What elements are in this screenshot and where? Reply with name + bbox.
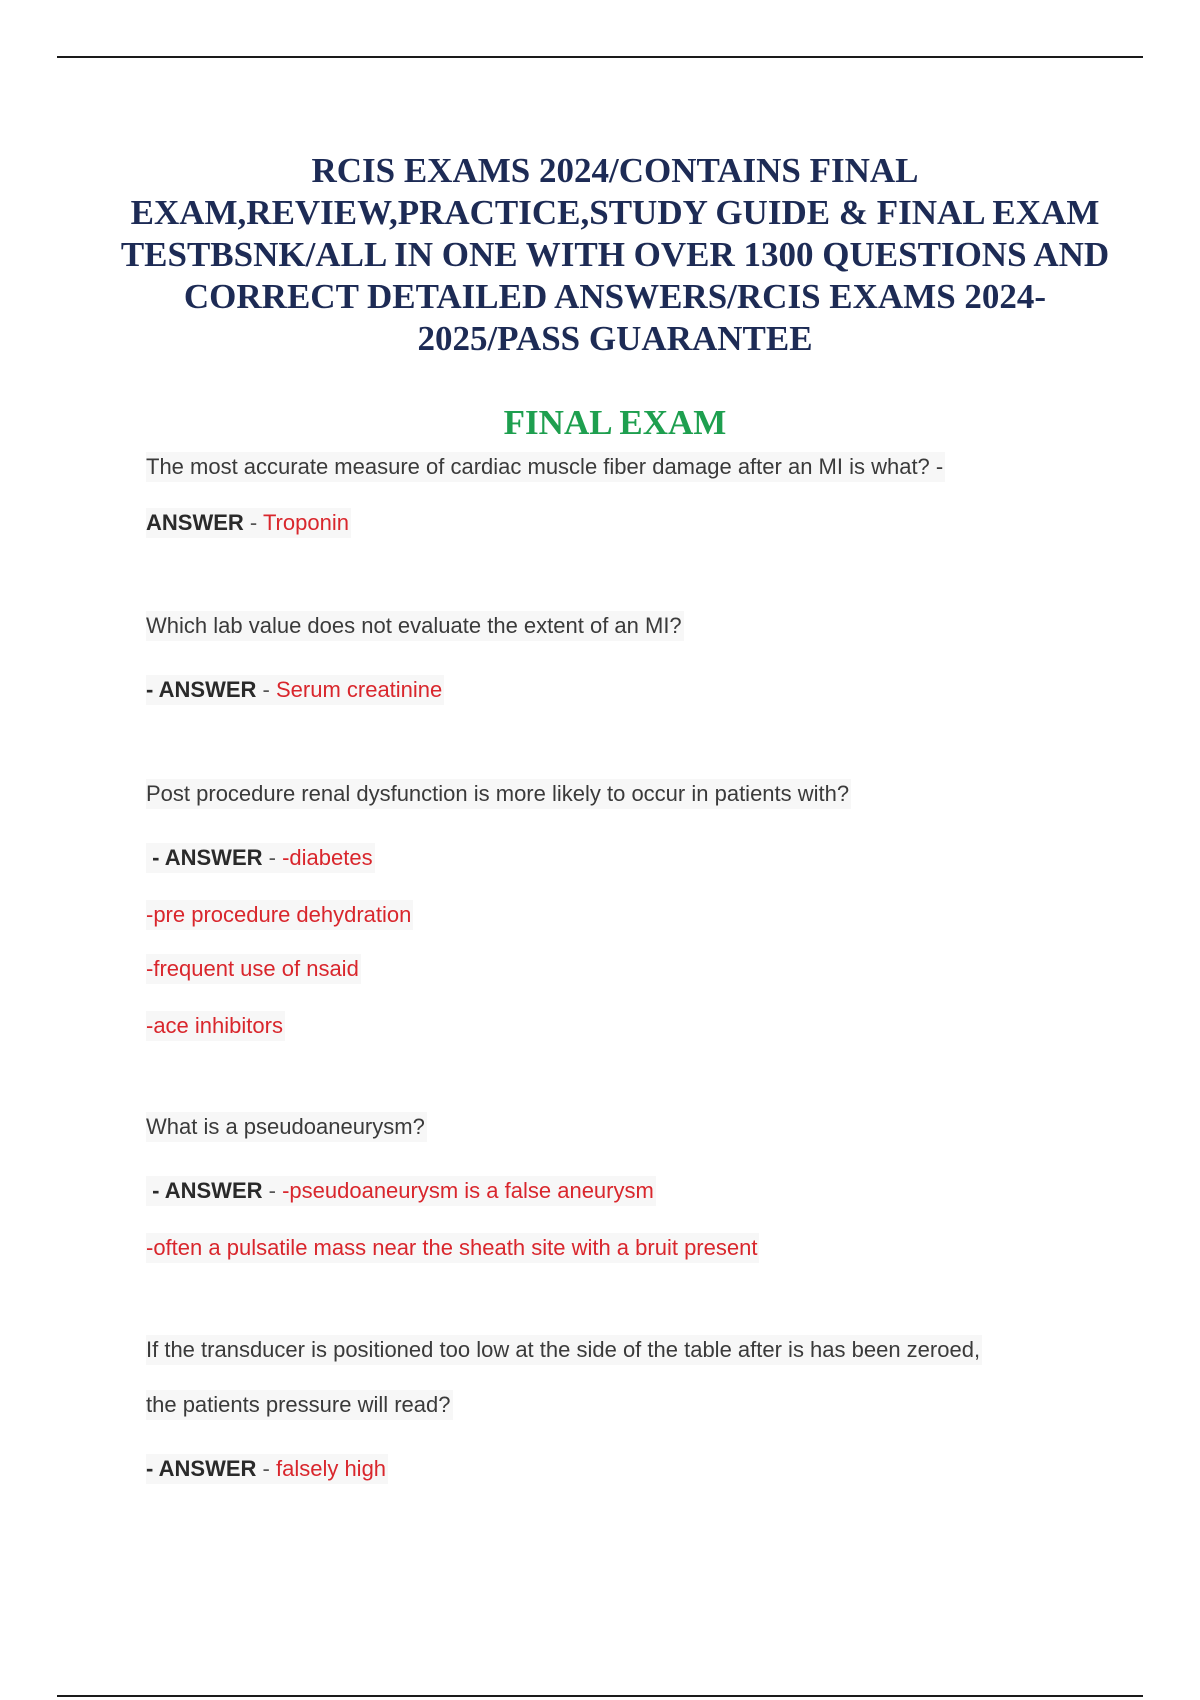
- question-text: Post procedure renal dysfunction is more likely to occur in patients with?: [146, 781, 850, 806]
- question-5: [146, 1335, 982, 1365]
- answer-text: -often a pulsatile mass near the sheath site with a bruit present: [146, 1235, 758, 1260]
- question-2: [146, 611, 684, 641]
- answer-label: - ANSWER: [146, 677, 257, 702]
- answer-3: [146, 843, 375, 873]
- answer-text: -frequent use of nsaid: [146, 956, 359, 981]
- answer-separator: -: [256, 1456, 276, 1481]
- answer-4: [146, 1176, 656, 1206]
- answer-text: Serum creatinine: [275, 677, 443, 702]
- section-heading: FINAL EXAM: [503, 403, 727, 442]
- answer-4-line-2: [146, 1233, 759, 1263]
- answer-3-line-4: [146, 1011, 285, 1041]
- answer-label: - ANSWER: [146, 845, 263, 870]
- answer-3-line-2: [146, 900, 413, 930]
- top-rule: [57, 56, 1143, 58]
- answer-text: -pre procedure dehydration: [146, 902, 412, 927]
- question-1: [146, 452, 945, 482]
- bottom-rule: [57, 1695, 1143, 1697]
- answer-5: [146, 1454, 388, 1484]
- answer-label: - ANSWER: [146, 1178, 263, 1203]
- answer-separator: -: [243, 510, 263, 535]
- question-text: If the transducer is positioned too low at the side of the table after is has been zeroed,: [146, 1337, 981, 1362]
- answer-1: [146, 508, 351, 538]
- answer-separator: -: [256, 677, 276, 702]
- answer-label: ANSWER: [146, 510, 244, 535]
- answer-3-line-3: [146, 954, 361, 984]
- answer-text: -ace inhibitors: [146, 1013, 283, 1038]
- answer-text: falsely high: [275, 1456, 387, 1481]
- question-text: What is a pseudoaneurysm?: [146, 1114, 425, 1139]
- question-4: [146, 1112, 427, 1142]
- answer-label: - ANSWER: [146, 1456, 257, 1481]
- answer-separator: -: [262, 845, 283, 870]
- answer-text: -pseudoaneurysm is a false aneurysm: [282, 1178, 654, 1203]
- question-3: [146, 779, 851, 809]
- question-text: Which lab value does not evaluate the extent of an MI?: [146, 613, 682, 638]
- answer-separator: -: [262, 1178, 283, 1203]
- document-title: RCIS EXAMS 2024/CONTAINS FINAL EXAM,REVIEW,PRACTICE,STUDY GUIDE & FINAL EXAM TESTBSNK/ALL IN ONE WITH OVER 1300 QUESTIONS AND CORRECT DETAILED ANSWERS/RCIS EXAMS 2024-2025/PASS GUARANTEE: [120, 151, 1110, 358]
- answer-2: [146, 675, 444, 705]
- answer-text: -diabetes: [282, 845, 373, 870]
- question-text: the patients pressure will read?: [146, 1392, 451, 1417]
- question-text: The most accurate measure of cardiac muscle fiber damage after an MI is what? -: [146, 454, 944, 479]
- question-5-line-2: [146, 1390, 453, 1420]
- answer-text: Troponin: [262, 510, 349, 535]
